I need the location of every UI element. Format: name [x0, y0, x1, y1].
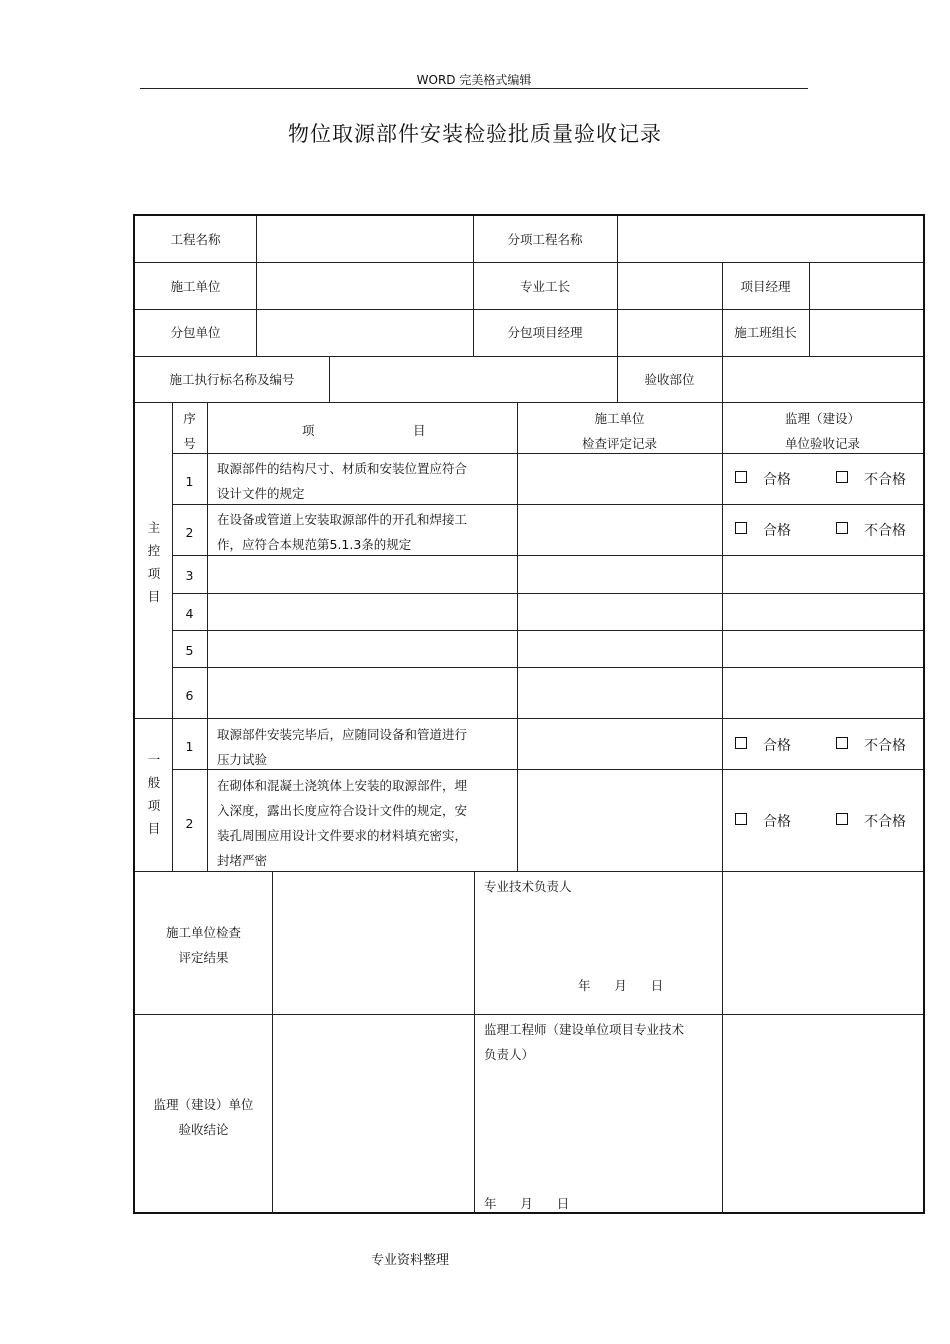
conclusion-signer: 监理工程师（建设单位项目专业技术 负责人）	[484, 1022, 685, 1062]
general-item-2-text: 在砌体和混凝土浇筑体上安装的取源部件，埋 入深度，露出长度应符合设计文件的规定，安 装孔周围应用设计文件要求的材料填充密实， 封堵严密	[217, 778, 468, 868]
sub-project-name-label: 分项工程名称	[507, 232, 583, 247]
pass-checkbox[interactable]	[735, 813, 747, 825]
pass-label: 合格	[763, 523, 791, 539]
general-items-label: 一 般 项 目	[147, 752, 161, 836]
row-number: 1	[185, 474, 194, 489]
pass-checkbox[interactable]	[735, 522, 747, 534]
row-number: 6	[185, 688, 194, 703]
subcontract-unit-label: 分包单位	[170, 325, 221, 340]
row-number: 5	[185, 643, 194, 658]
item-header-1: 项	[302, 423, 315, 438]
row-number: 1	[185, 739, 194, 754]
pass-label: 合格	[763, 738, 791, 754]
team-leader-label: 施工班组长	[734, 325, 797, 340]
pass-label: 合格	[763, 472, 791, 488]
pass-checkbox[interactable]	[735, 737, 747, 749]
standard-name-label: 施工执行标名称及编号	[169, 372, 295, 387]
subcontract-manager-label: 分包项目经理	[507, 325, 583, 340]
main-control-label: 主 控 项 目	[147, 520, 161, 604]
fail-checkbox[interactable]	[836, 522, 848, 534]
fail-label: 不合格	[864, 523, 906, 539]
pass-label: 合格	[763, 814, 791, 830]
project-name-label: 工程名称	[170, 232, 221, 247]
fail-checkbox[interactable]	[836, 813, 848, 825]
fail-label: 不合格	[864, 814, 906, 830]
row-number: 3	[185, 568, 194, 583]
conclusion-date: 年 月 日	[484, 1196, 570, 1211]
general-item-1-text: 取源部件安装完毕后，应随同设备和管道进行 压力试验	[217, 727, 468, 767]
document-title: 物位取源部件安装检验批质量验收记录	[288, 122, 662, 146]
pass-checkbox[interactable]	[735, 471, 747, 483]
result-label: 施工单位检查 评定结果	[165, 925, 241, 965]
supervision-record-header: 监理（建设） 单位验收记录	[784, 411, 860, 451]
fail-checkbox[interactable]	[836, 737, 848, 749]
page-header: WORD 完美格式编辑	[140, 72, 808, 89]
acceptance-part-label: 验收部位	[644, 372, 695, 387]
project-manager-label: 项目经理	[740, 279, 791, 294]
specialty-foreman-label: 专业工长	[519, 279, 570, 294]
check-record-header: 施工单位 检查评定记录	[581, 411, 657, 451]
fail-label: 不合格	[864, 472, 906, 488]
result-date: 年 月 日	[578, 978, 664, 993]
main-item-2-text: 在设备或管道上安装取源部件的开孔和焊接工 作，应符合本规范第5.1.3条的规定	[217, 512, 468, 552]
page-footer: 专业资料整理	[370, 1253, 449, 1268]
conclusion-label: 监理（建设）单位 验收结论	[153, 1097, 254, 1137]
row-number: 2	[185, 525, 194, 540]
item-header-2: 目	[413, 423, 426, 438]
row-number: 2	[185, 816, 194, 831]
inspection-table	[133, 214, 925, 1214]
fail-checkbox[interactable]	[836, 471, 848, 483]
main-item-1-text: 取源部件的结构尺寸、材质和安装位置应符合 设计文件的规定	[217, 461, 468, 501]
result-signer: 专业技术负责人	[484, 879, 572, 894]
row-number: 4	[185, 606, 194, 621]
seq-header: 序 号	[183, 411, 196, 451]
fail-label: 不合格	[864, 738, 906, 754]
construction-unit-label: 施工单位	[170, 279, 221, 294]
